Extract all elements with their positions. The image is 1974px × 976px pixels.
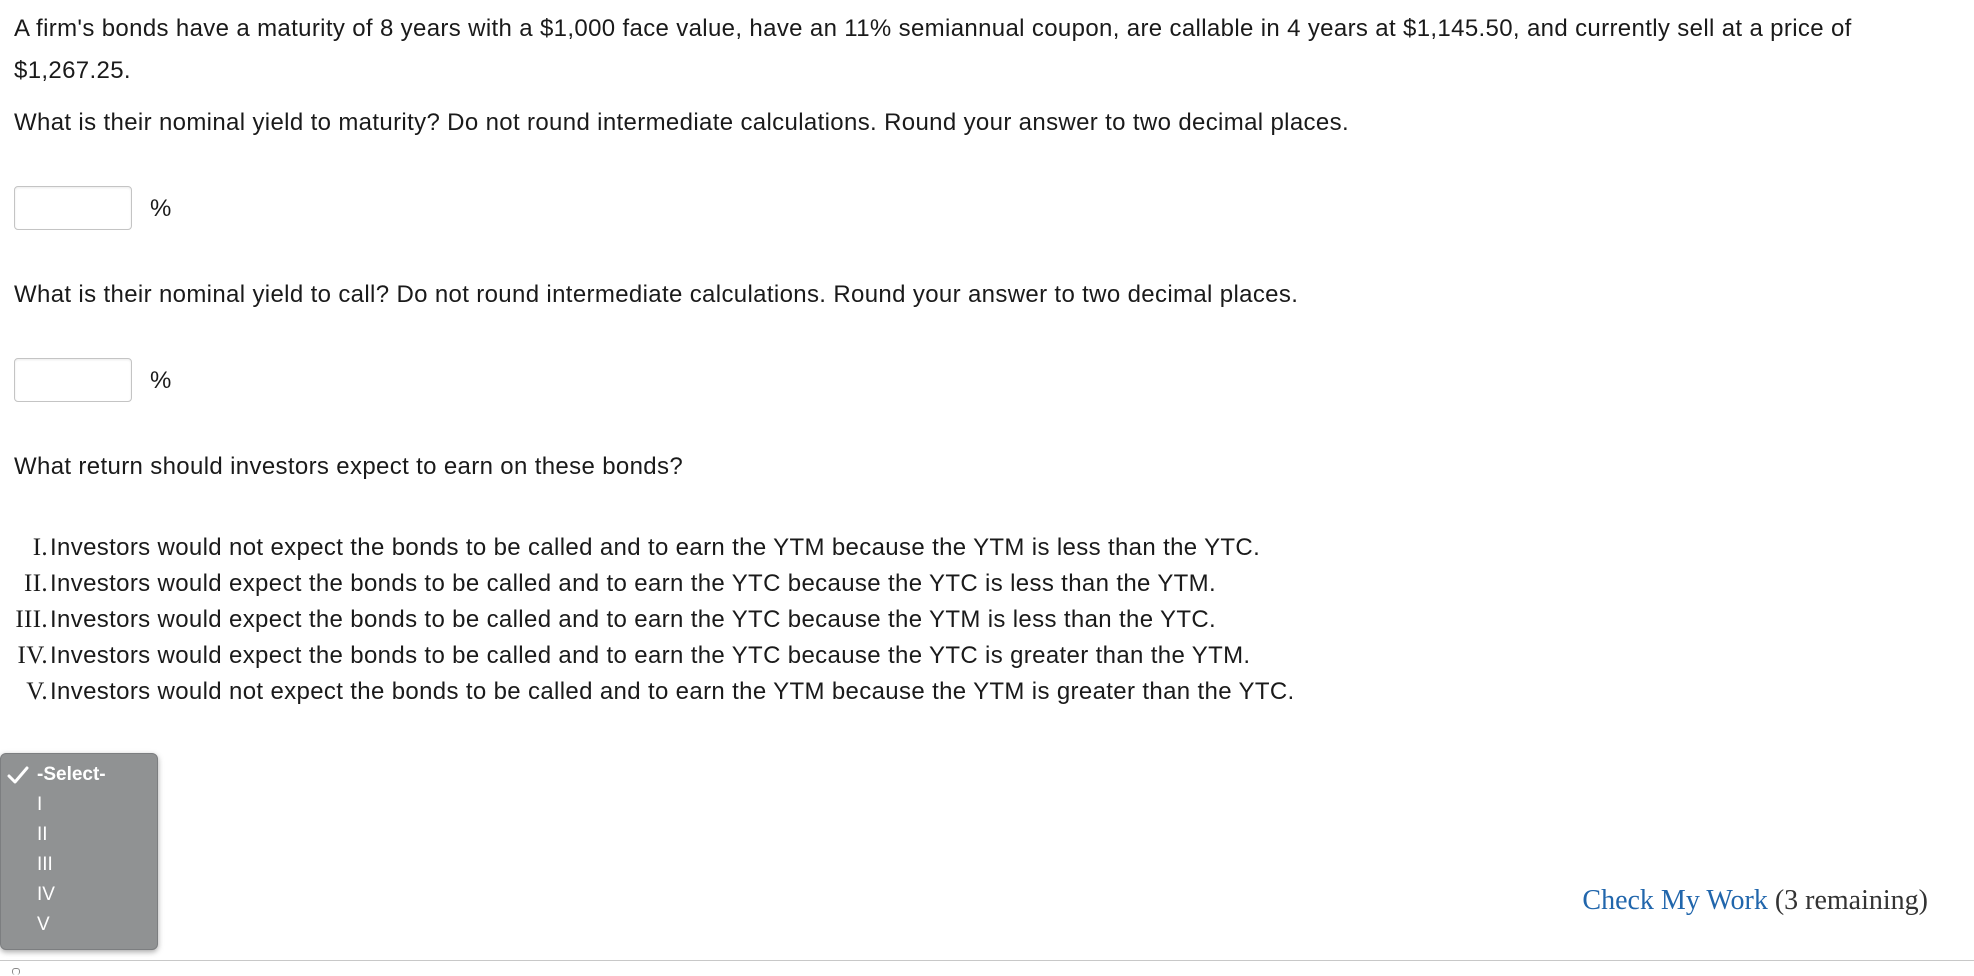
option-numeral: III. <box>15 606 48 633</box>
answer-options-list <box>0 530 1295 710</box>
ytm-answer-input[interactable] <box>14 186 132 230</box>
partial-icon <box>12 968 20 975</box>
option-ii <box>0 566 1295 602</box>
option-text: Investors would not expect the bonds to be called and to earn the YTM because the YTM is less than the YTC. <box>50 534 1261 561</box>
check-my-work-area <box>1582 884 1928 918</box>
dropdown-item-label: V <box>37 914 50 935</box>
ytc-unit-label: % <box>150 367 172 394</box>
dropdown-item-select[interactable] <box>1 760 157 790</box>
check-my-work-link[interactable]: Check My Work <box>1582 885 1768 916</box>
question-ytc: What is their nominal yield to call? Do not round intermediate calculations. Round your answer to two decimal places. <box>14 281 1299 308</box>
option-numeral: V. <box>26 678 48 705</box>
dropdown-item-label: III <box>37 854 53 875</box>
dropdown-item-label: -Select- <box>37 764 106 785</box>
option-numeral: IV. <box>17 642 48 669</box>
ytc-answer-input[interactable] <box>14 358 132 402</box>
option-numeral: I. <box>32 534 48 561</box>
ytm-unit-label: % <box>150 195 172 222</box>
option-text: Investors would expect the bonds to be called and to earn the YTC because the YTC is greater than the YTM. <box>50 642 1251 669</box>
checkmark-icon <box>7 765 29 785</box>
bottom-divider <box>0 960 1974 961</box>
question-expected-return: What return should investors expect to earn on these bonds? <box>14 453 684 480</box>
option-text: Investors would expect the bonds to be called and to earn the YTC because the YTM is less than the YTC. <box>50 606 1217 633</box>
dropdown-item-i[interactable] <box>1 790 157 820</box>
problem-statement: A firm's bonds have a maturity of 8 years with a $1,000 face value, have an 11% semiannual coupon, are callable in 4 years at $1,145.50, and currently sell at a price of $1,267.25. <box>14 15 1852 84</box>
dropdown-item-label: I <box>37 794 43 815</box>
option-iii <box>0 602 1295 638</box>
dropdown-item-iii[interactable] <box>1 850 157 880</box>
dropdown-item-label: IV <box>37 884 55 905</box>
question-ytm: What is their nominal yield to maturity? Do not round intermediate calculations. Round your answer to two decimal places. <box>14 109 1349 136</box>
answer-select-dropdown[interactable] <box>0 753 158 950</box>
option-iv <box>0 638 1295 674</box>
option-numeral: II. <box>24 570 48 597</box>
dropdown-item-label: II <box>37 824 48 845</box>
option-i <box>0 530 1295 566</box>
option-text: Investors would expect the bonds to be called and to earn the YTC because the YTC is less than the YTM. <box>50 570 1217 597</box>
option-v <box>0 674 1295 710</box>
option-text: Investors would not expect the bonds to be called and to earn the YTM because the YTM is greater than the YTC. <box>50 678 1295 705</box>
attempts-remaining: (3 remaining) <box>1774 885 1928 916</box>
dropdown-item-iv[interactable] <box>1 880 157 910</box>
dropdown-item-v[interactable] <box>1 910 157 940</box>
dropdown-item-ii[interactable] <box>1 820 157 850</box>
